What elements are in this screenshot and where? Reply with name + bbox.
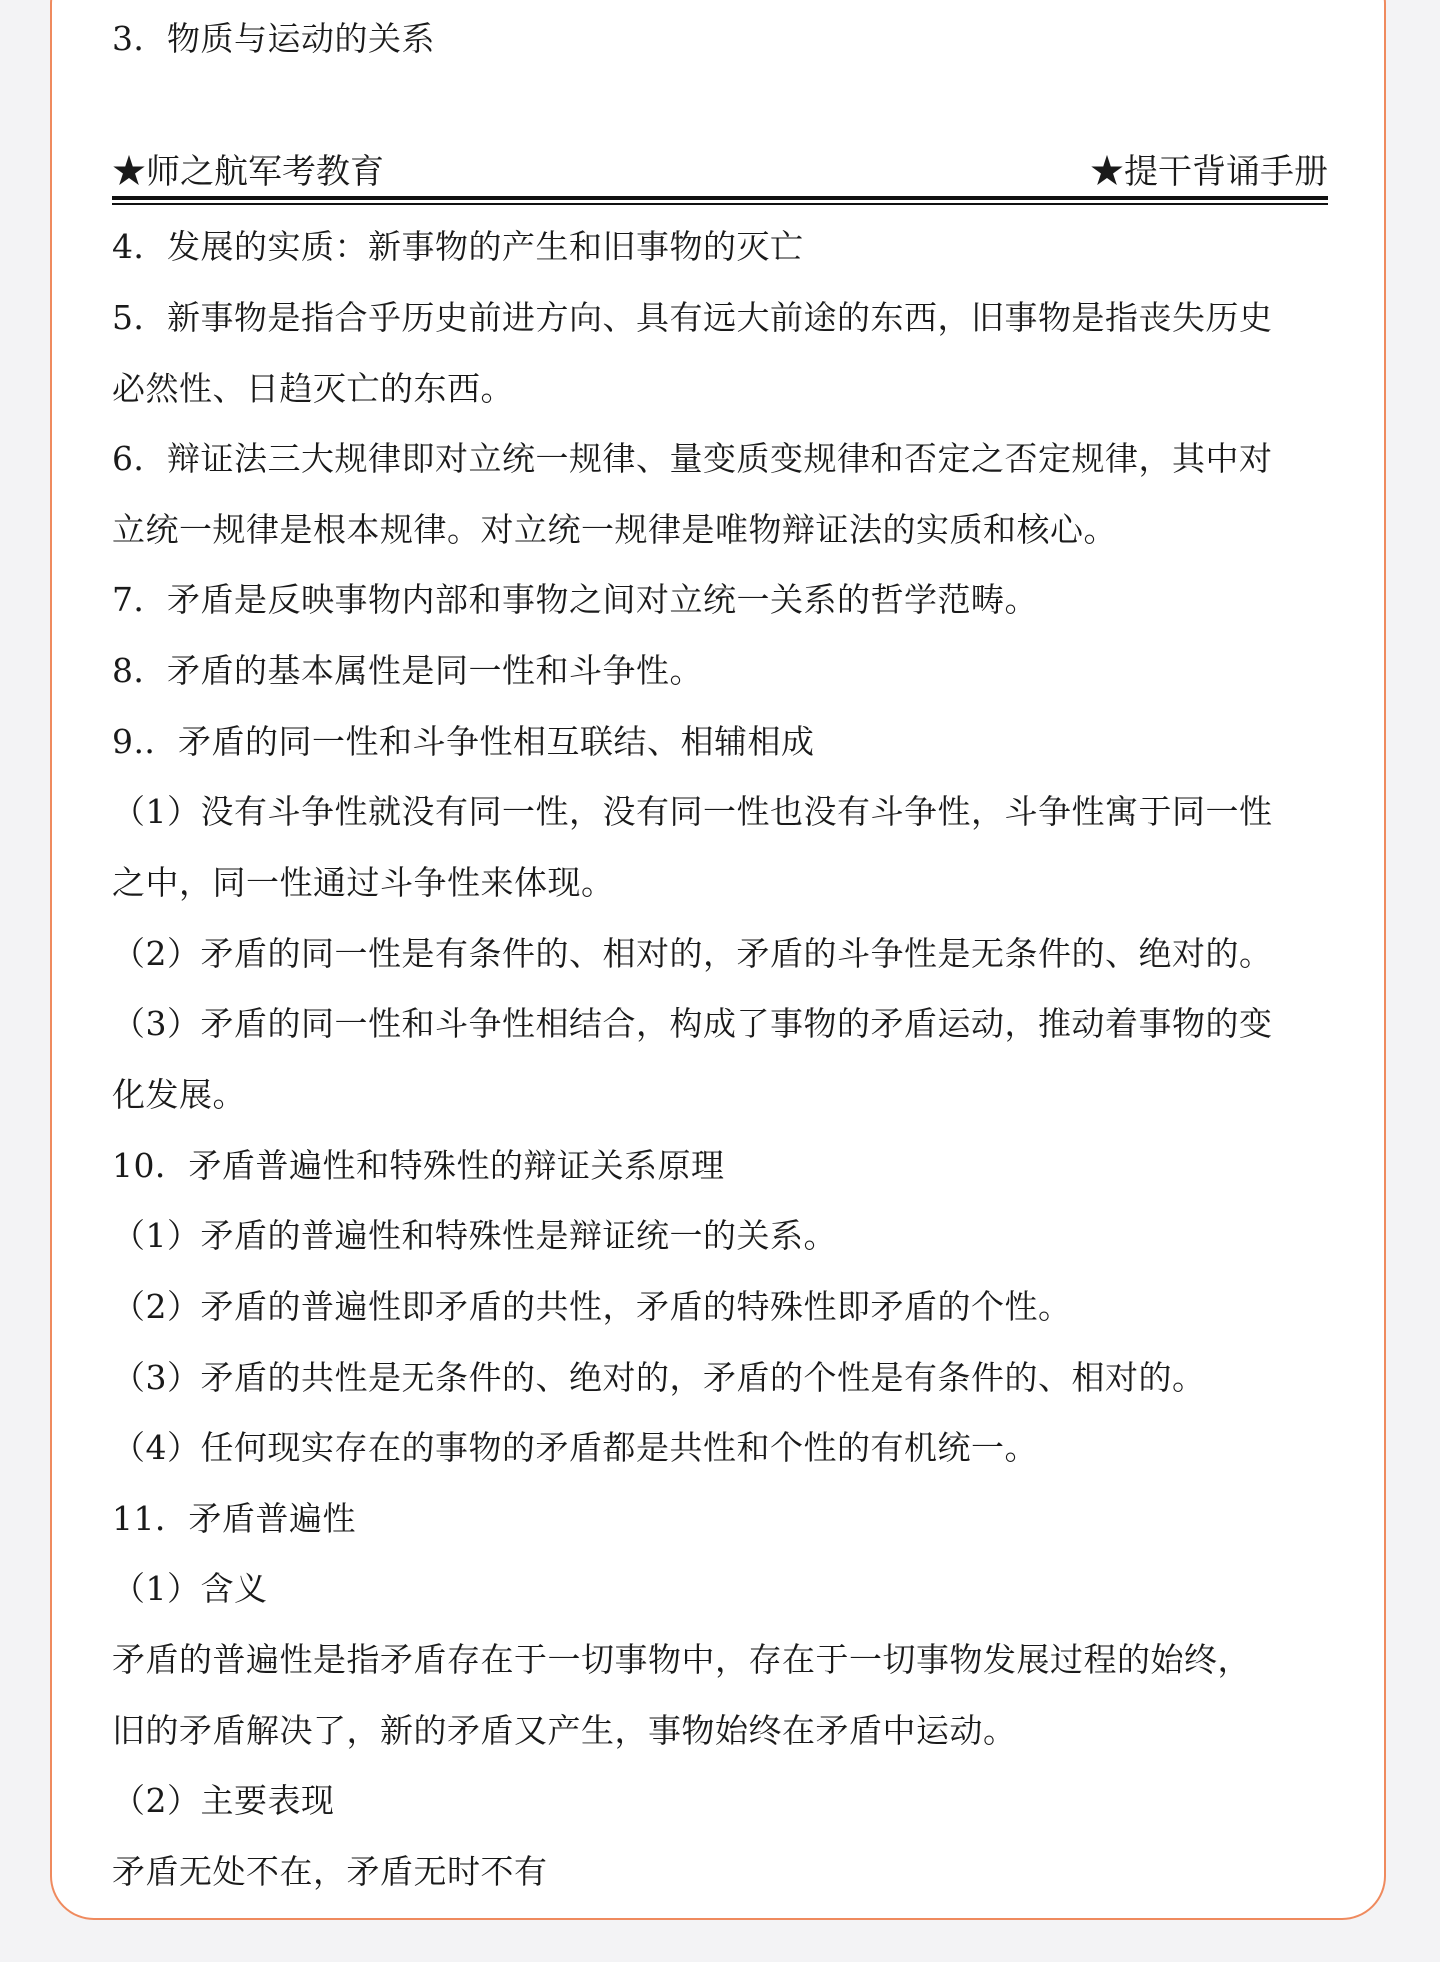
text-line: 之中，同一性通过斗争性来体现。: [112, 863, 615, 902]
text-line: （2）矛盾的普遍性即矛盾的共性，矛盾的特殊性即矛盾的个性。: [112, 1287, 1072, 1326]
text-line: 9.．矛盾的同一性和斗争性相互联结、相辅相成: [112, 722, 815, 761]
text-line: （3）矛盾的共性是无条件的、绝对的，矛盾的个性是有条件的、相对的。: [112, 1358, 1206, 1397]
text-line: （1）没有斗争性就没有同一性，没有同一性也没有斗争性，斗争性寓于同一性: [112, 792, 1273, 831]
text-line: （2）主要表现: [112, 1781, 335, 1820]
text-line: 化发展。: [112, 1075, 246, 1114]
text-line: 5．新事物是指合乎历史前进方向、具有远大前途的东西，旧事物是指丧失历史: [112, 298, 1273, 337]
text-line: （4）任何现实存在的事物的矛盾都是共性和个性的有机统一。: [112, 1428, 1038, 1467]
text-line: 旧的矛盾解决了，新的矛盾又产生，事物始终在矛盾中运动。: [112, 1711, 1017, 1750]
header-right-title: ★提干背诵手册: [1090, 152, 1328, 192]
text-line: （1）含义: [112, 1569, 268, 1608]
text-line: 必然性、日趋灭亡的东西。: [112, 369, 514, 408]
header-rule-thin: [112, 203, 1328, 205]
header-left-brand: ★师之航军考教育: [112, 152, 384, 192]
text-line: 8．矛盾的基本属性是同一性和斗争性。: [112, 651, 703, 690]
text-line: 10．矛盾普遍性和特殊性的辩证关系原理: [112, 1146, 725, 1185]
text-line: 4．发展的实质：新事物的产生和旧事物的灭亡: [112, 227, 804, 266]
text-line: 立统一规律是根本规律。对立统一规律是唯物辩证法的实质和核心。: [112, 510, 1117, 549]
text-line: （2）矛盾的同一性是有条件的、相对的，矛盾的斗争性是无条件的、绝对的。: [112, 934, 1273, 973]
text-line: 11．矛盾普遍性: [112, 1499, 356, 1538]
text-line: （1）矛盾的普遍性和特殊性是辩证统一的关系。: [112, 1216, 837, 1255]
text-line: 7．矛盾是反映事物内部和事物之间对立统一关系的哲学范畴。: [112, 580, 1038, 619]
item-3-heading: 3．物质与运动的关系: [112, 19, 435, 58]
text-line: 矛盾无处不在，矛盾无时不有: [112, 1852, 548, 1891]
header-rule-thick: [112, 196, 1328, 200]
text-line: 6．辩证法三大规律即对立统一规律、量变质变规律和否定之否定规律，其中对: [112, 439, 1273, 478]
text-line: （3）矛盾的同一性和斗争性相结合，构成了事物的矛盾运动，推动着事物的变: [112, 1004, 1273, 1043]
text-line: 矛盾的普遍性是指矛盾存在于一切事物中，存在于一切事物发展过程的始终，: [112, 1640, 1251, 1679]
